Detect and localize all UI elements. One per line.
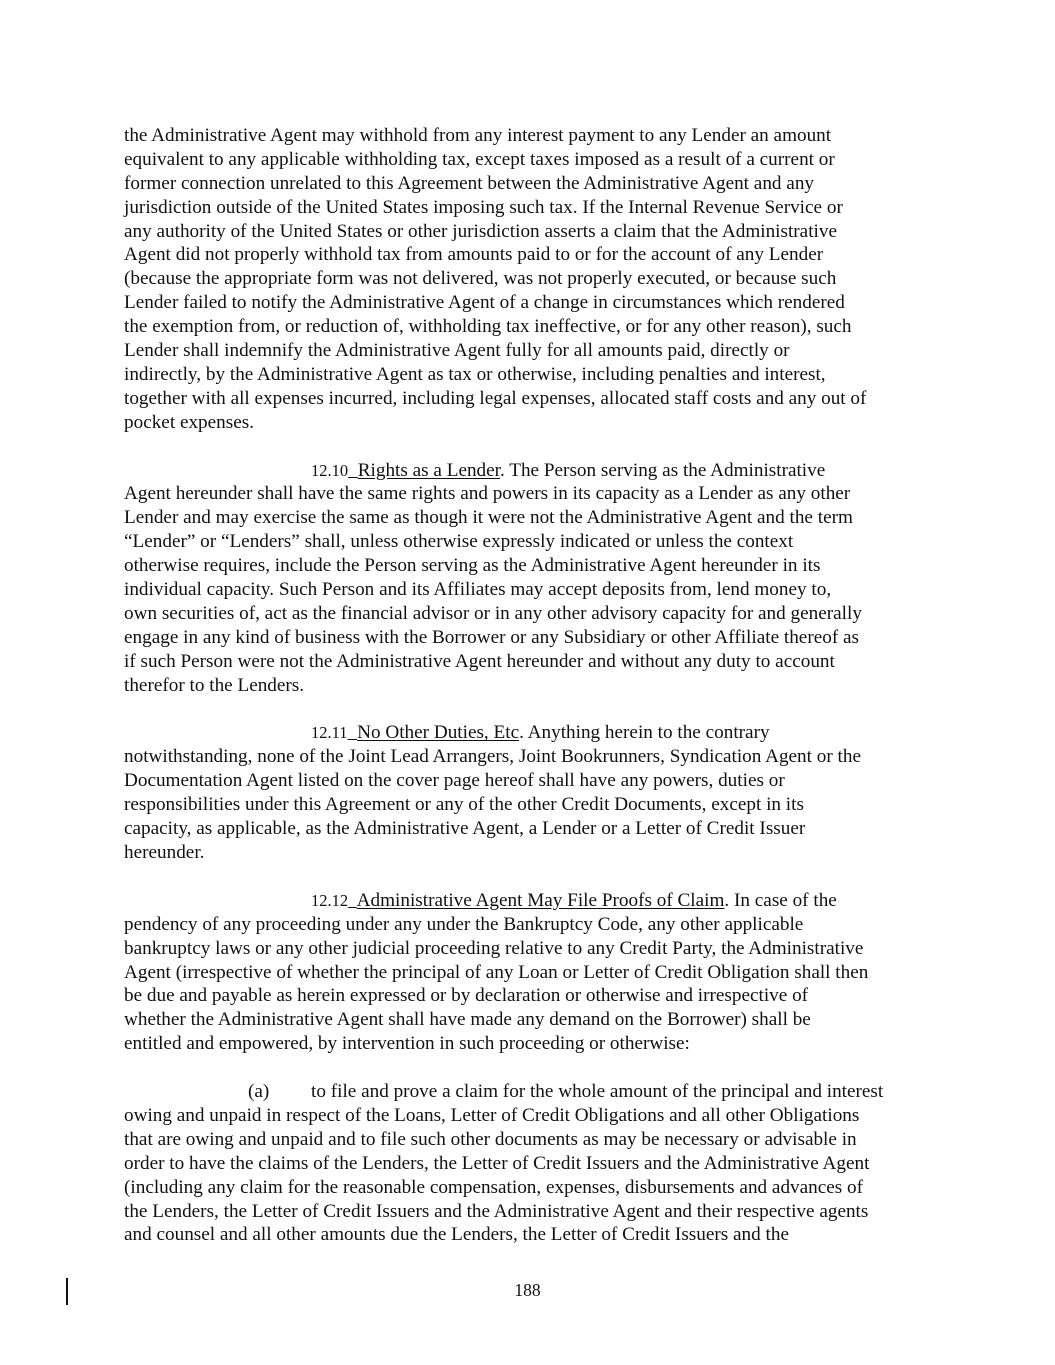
subclause-a [124,1080,924,1247]
text-line: Lender failed to notify the Administrative Agent of a change in circumstances which rendered [124,292,845,314]
text-line: Agent (irrespective of whether the principal of any Loan or Letter of Credit Obligation shall then [124,961,869,983]
text-line: individual capacity. Such Person and its Affiliates may accept deposits from, lend money to, [124,579,832,601]
section-title: Administrative Agent May File Proofs of Claim [356,889,725,911]
text-line: order to have the claims of the Lenders, the Letter of Credit Issuers and the Administrative Agent [124,1152,870,1174]
text-line: that are owing and unpaid and to file such other documents as may be necessary or advisable in [124,1128,857,1150]
text-line: whether the Administrative Agent shall have made any demand on the Borrower) shall be [124,1009,811,1031]
text-line: capacity, as applicable, as the Administrative Agent, a Lender or a Letter of Credit Issuer [124,818,806,840]
section-number: 12.12 [311,890,349,910]
text-line: Lender shall indemnify the Administrative Agent fully for all amounts paid, directly or [124,340,790,362]
text-line: therefor to the Lenders. [124,674,305,696]
subclause-first-line [124,1080,924,1104]
text-line: pocket expenses. [124,411,255,433]
text-line: entitled and empowered, by intervention in such proceeding or otherwise: [124,1033,690,1055]
page-number: 188 [514,1280,541,1300]
text-line: be due and payable as herein expressed or by declaration or otherwise and irrespective of [124,985,809,1007]
text-line: notwithstanding, none of the Joint Lead Arrangers, Joint Bookrunners, Syndication Agent or the [124,746,862,768]
section-heading-rest: . The Person serving as the Administrative [500,459,826,481]
heading-underline-lead [348,722,358,743]
section-number: 12.10 [311,460,349,480]
text-line: together with all expenses incurred, including legal expenses, allocated staff costs and any out of [124,387,867,409]
text-line: otherwise requires, include the Person serving as the Administrative Agent hereunder in its [124,555,821,577]
text-line: pendency of any proceeding under any under the Bankruptcy Code, any other applicable [124,913,804,935]
document-page [124,124,924,1271]
text-line: “Lender” or “Lenders” shall, unless otherwise expressly indicated or unless the context [124,531,794,553]
text-line: any authority of the United States or other jurisdiction asserts a claim that the Administrative [124,220,837,242]
text-line: Agent did not properly withhold tax from amounts paid to or for the account of any Lender [124,244,824,266]
section-title: No Other Duties, Etc [357,722,520,744]
section-heading-line [124,721,924,745]
text-line: former connection unrelated to this Agreement between the Administrative Agent and any [124,172,815,194]
subclause-label: (a) [248,1081,270,1103]
text-line: (including any claim for the reasonable compensation, expenses, disbursements and advances of [124,1176,864,1198]
section-heading-line [124,889,924,913]
text-line: and counsel and all other amounts due the Lenders, the Letter of Credit Issuers and the [124,1224,789,1246]
section-title: Rights as a Lender [357,459,500,481]
section-12-10 [124,459,924,698]
text-line: hereunder. [124,841,205,863]
section-12-11 [124,721,924,864]
section-heading-rest: . In case of the [724,889,837,911]
text-line: (because the appropriate form was not delivered, was not properly executed, or because such [124,268,837,290]
text-line: indirectly, by the Administrative Agent as tax or otherwise, including penalties and interest, [124,363,826,385]
text-line: the Administrative Agent may withhold from any interest payment to any Lender an amount [124,125,832,146]
text-line: own securities of, act as the financial advisor or in any other advisory capacity for and generally [124,602,862,624]
text-line: equivalent to any applicable withholding tax, except taxes imposed as a result of a current or [124,148,835,170]
text-line: engage in any kind of business with the Borrower or any Subsidiary or other Affiliate thereof as [124,626,859,648]
text-line: Agent hereunder shall have the same rights and powers in its capacity as a Lender as any other [124,483,851,505]
text-line: Lender and may exercise the same as though it were not the Administrative Agent and the term [124,507,853,529]
text-line: Documentation Agent listed on the cover page hereof shall have any powers, duties or [124,770,785,792]
heading-underline-lead [348,890,357,911]
text-line: jurisdiction outside of the United States imposing such tax. If the Internal Revenue Service or [124,196,843,218]
continuation-paragraph [124,124,924,435]
text-line: responsibilities under this Agreement or any of the other Credit Documents, except in its [124,794,804,816]
text-line: if such Person were not the Administrative Agent hereunder and without any duty to account [124,650,835,672]
subclause-first-text: to file and prove a claim for the whole amount of the principal and interest [311,1081,884,1103]
heading-underline-lead [348,460,358,481]
text-line: owing and unpaid in respect of the Loans, Letter of Credit Obligations and all other Obligations [124,1104,860,1126]
text-line: the exemption from, or reduction of, withholding tax ineffective, or for any other reason), such [124,316,852,338]
text-line: the Lenders, the Letter of Credit Issuers and the Administrative Agent and their respective agents [124,1200,869,1222]
text-line: bankruptcy laws or any other judicial proceeding relative to any Credit Party, the Administrative [124,937,864,959]
section-heading-rest: . Anything herein to the contrary [519,722,770,744]
section-12-12 [124,889,924,1056]
section-number: 12.11 [311,723,348,743]
section-heading-line [124,459,924,483]
